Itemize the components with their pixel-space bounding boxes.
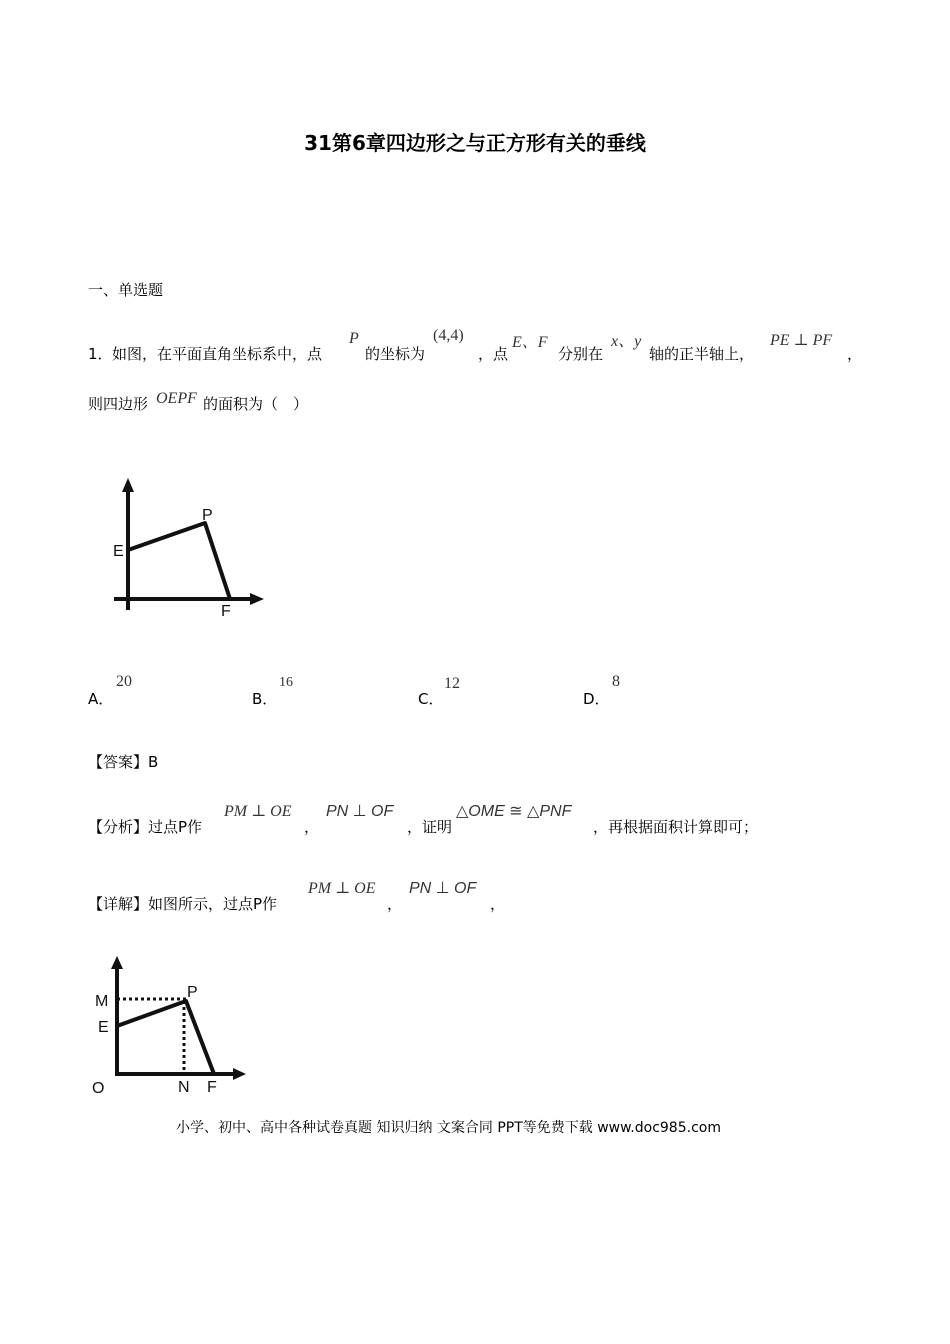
analysis-label: 【分析】过点P作: [88, 818, 203, 836]
analysis-sep-1: ，: [304, 818, 320, 836]
label-f: F: [221, 603, 231, 620]
math-coordinate: (4,4): [433, 327, 464, 344]
footer: 小学、初中、高中各种试卷真题 知识归纳 文案合同 PPT等免费下载 www.doc985.com: [176, 1120, 721, 1136]
label-m: M: [95, 993, 109, 1010]
label-p: P: [202, 507, 213, 524]
question-line2-b: 的面积为（ ）: [203, 395, 309, 413]
question-text-2: 的坐标为: [365, 345, 426, 363]
math-axes-xy: x、y: [611, 333, 642, 350]
analysis-text-2: ，证明: [407, 818, 453, 836]
detail-math-1: PM ⊥ OE: [308, 880, 376, 897]
section-heading: 一、单选题: [88, 281, 164, 299]
analysis-math-1: PM ⊥ OE: [224, 803, 292, 820]
option-c-value[interactable]: 12: [444, 675, 460, 692]
question-text-6: ，: [847, 345, 863, 363]
question-number: 1．: [88, 345, 113, 363]
option-b-value[interactable]: 16: [279, 675, 293, 690]
label-e: E: [113, 543, 124, 560]
detail-math-2: PN ⊥ OF: [409, 880, 477, 897]
option-b-letter[interactable]: B．: [252, 690, 278, 708]
analysis-math-3: △OME ≅ △PNF: [456, 803, 572, 820]
question-text-1: 如图，在平面直角坐标系中，点: [112, 345, 323, 363]
option-a-letter[interactable]: A．: [88, 690, 114, 708]
figure-2: [90, 950, 255, 1100]
math-points-ef: E、F: [512, 334, 548, 351]
analysis-math-2: PN ⊥ OF: [326, 803, 394, 820]
analysis-text-3: ，再根据面积计算即可；: [593, 818, 759, 836]
label-o: O: [92, 1080, 105, 1097]
option-c-letter[interactable]: C．: [418, 690, 444, 708]
page-title: 31第6章四边形之与正方形有关的垂线: [304, 131, 646, 155]
label-e2: E: [98, 1019, 109, 1036]
label-f2: F: [207, 1079, 217, 1096]
answer: 【答案】B: [88, 753, 159, 771]
detail-label: 【详解】如图所示，过点P作: [88, 895, 278, 913]
question-line2-a: 则四边形: [88, 395, 149, 413]
option-a-value[interactable]: 20: [116, 673, 132, 690]
question-text-3: ，点: [478, 345, 509, 363]
label-n: N: [178, 1079, 190, 1096]
question-text-5: 轴的正半轴上，: [649, 345, 755, 363]
figure-1: [100, 470, 275, 625]
detail-sep-2: ，: [490, 895, 506, 913]
detail-sep-1: ，: [387, 895, 403, 913]
question-text-4: 分别在: [558, 345, 604, 363]
math-point-p: P: [349, 330, 359, 347]
option-d-value[interactable]: 8: [612, 673, 620, 690]
math-quadrilateral: OEPF: [156, 390, 197, 407]
option-d-letter[interactable]: D．: [583, 690, 610, 708]
label-p2: P: [187, 984, 198, 1001]
math-perpendicular: PE ⊥ PF: [770, 332, 833, 349]
